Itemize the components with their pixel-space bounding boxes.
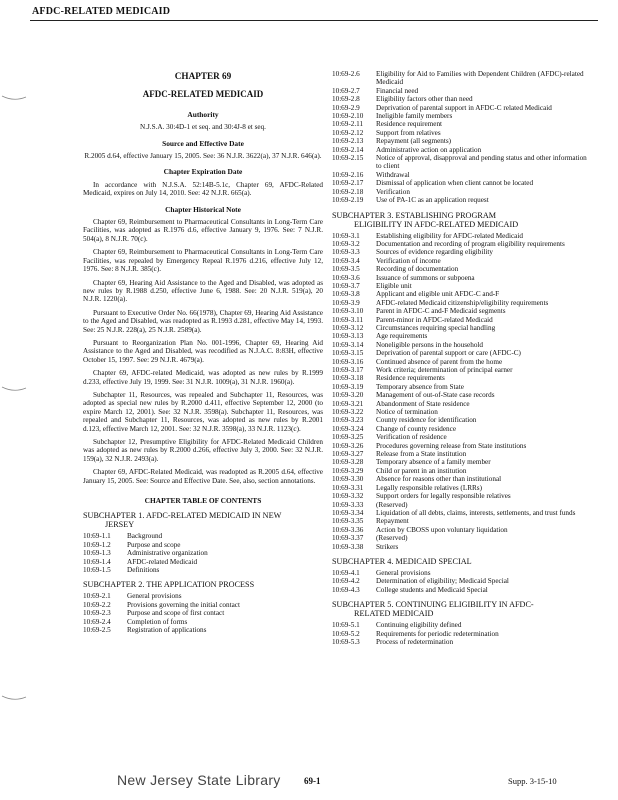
toc-entry-title: Requirements for periodic redetermination — [376, 629, 499, 638]
toc-entry — [332, 341, 594, 349]
source-text: R.2005 d.64, effective January 15, 2005. See: 36 N.J.R. 3622(a), 37 N.J.R. 646(a). — [84, 152, 322, 161]
toc-entry-number: 10:69-3.11 — [332, 315, 364, 324]
margin-mark — [0, 92, 30, 104]
toc-entry — [332, 104, 594, 112]
toc-entry — [332, 332, 594, 340]
toc-entry — [332, 120, 594, 128]
supplement-date: Supp. 3-15-10 — [508, 776, 557, 786]
toc-entry-title: Use of PA-1C as an application request — [376, 196, 489, 205]
toc-entry-title: Liquidation of all debts, claims, interests, settlements, and trust funds — [376, 508, 576, 517]
toc-entry-title: Financial need — [376, 86, 419, 95]
toc-entry-title: Management of out-of-State case records — [376, 391, 495, 400]
toc-entry-title: Strikers — [376, 542, 399, 551]
toc-entry-title: Notice of approval, disapproval and pending status and other information to client — [376, 154, 587, 171]
toc-entry — [332, 87, 594, 95]
toc-entry-title: Issuance of summons or subpoena — [376, 273, 475, 282]
toc-entry-title: AFDC-related Medicaid — [127, 557, 198, 566]
toc-entry-title: General provisions — [376, 568, 431, 577]
toc-entry — [332, 509, 594, 517]
toc-entry — [332, 257, 594, 265]
toc-entry-title: Background — [127, 532, 163, 541]
toc-entry — [332, 232, 594, 240]
toc-entry-title: Provisions governing the initial contact — [127, 600, 240, 609]
toc-entry-number: 10:69-3.28 — [332, 458, 364, 467]
toc-heading: CHAPTER TABLE OF CONTENTS — [144, 496, 262, 506]
toc-entry-number: 10:69-3.27 — [332, 450, 364, 459]
toc-entry-number: 10:69-2.4 — [83, 617, 111, 626]
history-paragraph: Pursuant to Executive Order No. 66(1978), Chapter 69, Hearing Aid Assistance to the Aged and Disabled, was readopted as R.1993 d.281, effective May 14, 1993. See: 25 N.J.R. 228(a), 25 N.J.R. 2589(a). — [83, 308, 323, 334]
toc-entry-number: 10:69-5.3 — [332, 637, 360, 646]
history-paragraph: Chapter 69, Reimbursement to Pharmaceutical Consultants in Long-Term Care Facilities, was adopted as R.1976 d.6, effective January 9, 1976. See: 7 N.J.R. 504(a), 8 N.J.R. 70(c). — [83, 218, 323, 243]
toc-entry-number: 10:69-3.4 — [332, 256, 360, 265]
toc-entry-number: 10:69-3.2 — [332, 239, 360, 248]
toc-entry-number: 10:69-3.18 — [332, 374, 364, 383]
subchapter-4-title — [332, 557, 594, 566]
toc-entry — [332, 307, 594, 315]
toc-entry-title: (Reserved) — [376, 534, 408, 543]
toc-entry-title: Continued absence of parent from the home — [376, 357, 503, 366]
toc-entry — [83, 566, 323, 574]
toc-entry-number: 10:69-3.1 — [332, 231, 360, 240]
toc-entry-number: 10:69-3.10 — [332, 307, 364, 316]
toc-entry-number: 10:69-2.17 — [332, 179, 364, 188]
history-paragraph: Chapter 69, AFDC-Related Medicaid, was readopted as R.2005 d.64, effective January 15, 2005. See: Source and Effective Date. See, also, section annotations. — [83, 468, 323, 485]
toc-entry — [332, 274, 594, 282]
history-paragraph: Subchapter 11, Resources, was repealed and Subchapter 11, Resources, was adopted as special new rules by R.2000 d.411, effective September 12, 2000 (to expire March 12, 2001). See: 32 N.J.R. 3598(a). Subchapter 11, Resources, was repealed and Subchapter 11, Resources, was adopted as new rules by R.2001 d.123, effective March 12, 2001. See: 32 N.J.R. 3598(a), 33 N.J.R. 1123(c). — [83, 390, 323, 433]
toc-entry-number: 10:69-3.21 — [332, 399, 364, 408]
toc-entry-title: (Reserved) — [376, 500, 408, 509]
toc-entry — [332, 383, 594, 391]
toc-entry-title: Action by CBOSS upon voluntary liquidation — [376, 525, 508, 534]
toc-entry-title: County residence for identification — [376, 416, 477, 425]
toc-entry-number: 10:69-2.10 — [332, 112, 364, 121]
toc-entry-number: 10:69-3.9 — [332, 298, 360, 307]
toc-entry-number: 10:69-1.5 — [83, 566, 111, 575]
toc-entry — [332, 586, 594, 594]
toc-entry-title: General provisions — [127, 592, 182, 601]
toc-entry-number: 10:69-2.6 — [332, 70, 360, 78]
toc-entry-number: 10:69-1.3 — [83, 549, 111, 558]
toc-entry-title: Residence requirements — [376, 374, 445, 383]
toc-entry-title: College students and Medicaid Special — [376, 585, 488, 594]
toc-entry-title: Circumstances requiring special handling — [376, 323, 496, 332]
toc-entry — [332, 391, 594, 399]
toc-entry — [332, 95, 594, 103]
toc-entry-title: Administrative organization — [127, 549, 208, 558]
subchapter-5-title — [332, 600, 594, 618]
library-watermark: New Jersey State Library — [117, 772, 281, 788]
toc-entry-title: Verification of income — [376, 256, 441, 265]
toc-entry-title: Eligibility for Aid to Families with Dependent Children (AFDC)-related Medicaid — [376, 70, 584, 87]
toc-entry-number: 10:69-2.13 — [332, 137, 364, 146]
toc-entry-title: Determination of eligibility; Medicaid Special — [376, 577, 509, 586]
subchapter-title-cont: ELIGIBILITY IN AFDC-RELATED MEDICAID — [354, 219, 519, 229]
toc-entry — [83, 618, 323, 626]
toc-entry-number: 10:69-2.16 — [332, 170, 364, 179]
toc-entry — [332, 154, 594, 171]
toc-entry — [332, 638, 594, 646]
margin-mark — [0, 692, 30, 704]
toc-entry-number: 10:69-3.23 — [332, 416, 364, 425]
toc-entry-title: Establishing eligibility for AFDC-related Medicaid — [376, 231, 523, 240]
toc-entry-number: 10:69-3.26 — [332, 441, 364, 450]
toc-entry-number: 10:69-3.16 — [332, 357, 364, 366]
page-number: 69-1 — [304, 776, 321, 786]
toc-entry-number: 10:69-2.15 — [332, 154, 364, 163]
toc-entry — [332, 374, 594, 382]
toc-entry-title: Child or parent in an institution — [376, 466, 467, 475]
toc-entry-title: Definitions — [127, 566, 160, 575]
history-paragraph: Subchapter 12, Presumptive Eligibility for AFDC-Related Medicaid Children was adopted as new rules by R.2000 d.266, effective July 3, 2000. See: 32 N.J.R. 159(a), 32 N.J.R. 2493(a). — [83, 438, 323, 463]
toc-entry-title: Work criteria; determination of principal earner — [376, 366, 513, 374]
toc-entry-title: Eligible unit — [376, 281, 412, 290]
toc-entry-number: 10:69-3.32 — [332, 492, 364, 501]
toc-entry — [332, 458, 594, 466]
subchapter-title-text: SUBCHAPTER 3. ESTABLISHING PROGRAM — [332, 210, 497, 220]
toc-entry — [83, 541, 323, 549]
chapter-number: CHAPTER 69 — [174, 71, 232, 81]
toc-entry-title: Support orders for legally responsible relatives — [376, 492, 511, 501]
toc-entry-number: 10:69-2.7 — [332, 86, 360, 95]
history-paragraph: Chapter 69, Hearing Aid Assistance to the Aged and Disabled, was adopted as new rules by R.1988 d.250, effective June 6, 1988. See: 20 N.J.R. 519(a), 20 N.J.R. 1220(a). — [83, 278, 323, 304]
toc-entry-number: 10:69-1.2 — [83, 540, 111, 549]
toc-entry-number: 10:69-3.5 — [332, 265, 360, 274]
toc-entry-number: 10:69-4.3 — [332, 585, 360, 594]
toc-entry-title: Documentation and recording of program eligibility requirements — [376, 239, 565, 248]
toc-entry-number: 10:69-2.9 — [332, 103, 360, 112]
toc-entry-title: Temporary absence from State — [376, 382, 464, 391]
toc-entry — [332, 290, 594, 298]
toc-entry-title: Age requirements — [376, 332, 428, 341]
toc-entry-number: 10:69-3.33 — [332, 500, 364, 509]
toc-entry-title: Registration of applications — [127, 626, 207, 635]
toc-entry-title: Administrative action on application — [376, 145, 482, 154]
subchapter-4-list — [332, 569, 594, 594]
toc-entry — [332, 484, 594, 492]
toc-entry — [332, 282, 594, 290]
toc-entry-title: Release from a State institution — [376, 450, 467, 459]
left-column — [83, 66, 323, 635]
toc-entry-number: 10:69-2.12 — [332, 128, 364, 137]
subchapter-1-title — [83, 511, 323, 529]
toc-entry-number: 10:69-3.19 — [332, 382, 364, 391]
toc-entry-number: 10:69-4.1 — [332, 568, 360, 577]
toc-entry-title: Continuing eligibility defined — [376, 621, 462, 630]
toc-entry — [332, 492, 594, 500]
toc-entry-number: 10:69-3.38 — [332, 542, 364, 551]
toc-entry-number: 10:69-2.5 — [83, 626, 111, 635]
toc-entry-title: Absence for reasons other than institutional — [376, 475, 502, 484]
toc-entry — [332, 324, 594, 332]
toc-entry-title: Applicant and eligible unit AFDC-C and-F — [376, 290, 500, 299]
toc-entry-title: Ineligible family members — [376, 112, 453, 121]
toc-entry-title: Temporary absence of a family member — [376, 458, 491, 467]
running-head: AFDC-RELATED MEDICAID — [32, 6, 171, 17]
toc-entry — [83, 609, 323, 617]
toc-entry-title: Purpose and scope of first contact — [127, 609, 225, 618]
history-heading: Chapter Historical Note — [165, 204, 241, 214]
toc-entry — [332, 146, 594, 154]
toc-entry-title: Completion of forms — [127, 617, 188, 626]
toc-entry-title: Sources of evidence regarding eligibility — [376, 248, 493, 257]
authority-text: N.J.S.A. 30:4D-1 et seq. and 30:4J-8 et seq. — [140, 123, 266, 132]
toc-entry-title: Support from relatives — [376, 128, 441, 137]
toc-entry-number: 10:69-2.3 — [83, 609, 111, 618]
header-rule — [30, 20, 598, 21]
toc-entry — [332, 543, 594, 551]
toc-entry-number: 10:69-3.14 — [332, 340, 364, 349]
toc-entry-number: 10:69-3.8 — [332, 290, 360, 299]
toc-entry-number: 10:69-3.3 — [332, 248, 360, 257]
subchapter-5-list — [332, 621, 594, 646]
toc-entry — [332, 70, 594, 87]
toc-entry — [332, 408, 594, 416]
toc-entry-number: 10:69-3.6 — [332, 273, 360, 282]
subchapter-3-title — [332, 211, 594, 229]
toc-entry-number: 10:69-2.19 — [332, 196, 364, 205]
subchapter-title-text: SUBCHAPTER 2. THE APPLICATION PROCESS — [83, 580, 255, 590]
toc-entry-title: Parent-minor in AFDC-related Medicaid — [376, 315, 493, 324]
toc-entry — [332, 358, 594, 366]
toc-entry-number: 10:69-3.35 — [332, 517, 364, 526]
subchapter-title-cont: RELATED MEDICAID — [354, 609, 434, 619]
toc-entry-number: 10:69-2.14 — [332, 145, 364, 154]
toc-entry-title: Process of redetermination — [376, 637, 454, 646]
chapter-title: AFDC-RELATED MEDICAID — [142, 89, 264, 100]
toc-entry-number: 10:69-3.20 — [332, 391, 364, 400]
toc-entry — [83, 601, 323, 609]
toc-entry-number: 10:69-3.29 — [332, 466, 364, 475]
toc-entry — [332, 534, 594, 542]
toc-entry-number: 10:69-3.31 — [332, 483, 364, 492]
toc-entry-title: AFDC-related Medicaid citizenship/eligibility requirements — [376, 298, 549, 307]
toc-entry-number: 10:69-3.25 — [332, 433, 364, 442]
toc-entry-title: Residence requirement — [376, 120, 443, 129]
toc-entry — [332, 501, 594, 509]
history-paragraph: Chapter 69, Reimbursement to Pharmaceutical Consultants in Long-Term Care Facilities, was repealed by Emergency Repeal R.1976 d.216, effective July 12, 1976. See: 8 N.J.R. 385(c). — [83, 248, 323, 274]
toc-entry — [332, 366, 594, 374]
subchapter-title-text: SUBCHAPTER 1. AFDC-RELATED MEDICAID IN NEW — [83, 511, 282, 521]
toc-entry — [332, 630, 594, 638]
toc-entry-title: Legally responsible relatives (LRRs) — [376, 483, 482, 492]
toc-entry-title: Deprivation of parental support or care (AFDC-C) — [376, 349, 521, 358]
subchapter-1-list — [83, 532, 323, 574]
toc-entry — [332, 442, 594, 450]
expiration-text: In accordance with N.J.S.A. 52:14B-5.1c, Chapter 69, AFDC-Related Medicaid, expires on July 14, 2010. See: 42 N.J.R. 665(a). — [83, 180, 323, 198]
toc-entry — [332, 129, 594, 137]
toc-entry-number: 10:69-2.11 — [332, 120, 364, 129]
toc-entry-number: 10:69-1.4 — [83, 557, 111, 566]
toc-entry-title: Purpose and scope — [127, 540, 181, 549]
toc-entry-number: 10:69-3.12 — [332, 323, 364, 332]
toc-entry — [332, 248, 594, 256]
right-column — [332, 70, 594, 646]
toc-entry — [83, 626, 323, 634]
toc-entry-number: 10:69-3.15 — [332, 349, 364, 358]
toc-entry — [332, 349, 594, 357]
toc-entry-title: Dismissal of application when client cannot be located — [376, 179, 534, 188]
toc-entry-number: 10:69-3.24 — [332, 424, 364, 433]
toc-entry — [332, 400, 594, 408]
toc-entry-number: 10:69-2.18 — [332, 187, 364, 196]
toc-entry-number: 10:69-5.2 — [332, 629, 360, 638]
toc-entry — [332, 467, 594, 475]
toc-entry-title: Eligibility factors other than need — [376, 95, 473, 104]
authority-heading: Authority — [187, 109, 219, 119]
toc-entry-title: Withdrawal — [376, 170, 410, 179]
toc-entry-number: 10:69-3.22 — [332, 408, 364, 417]
history-paragraph: Pursuant to Reorganization Plan No. 001-1996, Chapter 69, Hearing Aid Assistance to the Aged and Disabled, was recodified as N.J.A.C. 8:83H, effective October 15, 1997. See: 29 N.J.R. 4679(a). — [83, 338, 323, 364]
toc-entry-number: 10:69-2.1 — [83, 592, 111, 601]
toc-entry — [332, 316, 594, 324]
toc-entry-number: 10:69-3.17 — [332, 366, 364, 374]
toc-entry-number: 10:69-3.7 — [332, 281, 360, 290]
subchapter-2-list-a — [83, 592, 323, 634]
toc-entry — [332, 171, 594, 179]
toc-entry — [83, 558, 323, 566]
subchapter-3-list — [332, 232, 594, 551]
toc-entry-title: Verification of residence — [376, 433, 447, 442]
toc-entry-title: Deprivation of parental support in AFDC-C related Medicaid — [376, 103, 552, 112]
toc-entry — [332, 569, 594, 577]
toc-entry-title: Repayment (all segments) — [376, 137, 452, 146]
toc-entry — [83, 532, 323, 540]
subchapter-title-cont: JERSEY — [105, 520, 135, 530]
toc-entry-number: 10:69-3.13 — [332, 332, 364, 341]
toc-entry-title: Abandonment of State residence — [376, 399, 470, 408]
margin-mark — [0, 383, 30, 395]
toc-entry-title: Repayment — [376, 517, 409, 526]
toc-entry — [332, 621, 594, 629]
toc-entry — [332, 450, 594, 458]
toc-entry — [332, 526, 594, 534]
toc-entry-title: Noneligible persons in the household — [376, 340, 483, 349]
toc-entry — [332, 188, 594, 196]
toc-entry-number: 10:69-5.1 — [332, 621, 360, 630]
toc-entry-number: 10:69-2.8 — [332, 95, 360, 104]
toc-entry-title: Verification — [376, 187, 410, 196]
toc-entry — [332, 425, 594, 433]
toc-entry — [332, 112, 594, 120]
toc-entry-number: 10:69-1.1 — [83, 532, 111, 541]
toc-entry — [332, 577, 594, 585]
toc-entry — [332, 179, 594, 187]
toc-entry-title: Recording of documentation — [376, 265, 459, 274]
toc-entry-number: 10:69-3.30 — [332, 475, 364, 484]
toc-entry-title: Parent in AFDC-C and-F Medicaid segments — [376, 307, 506, 316]
toc-entry-title: Change of county residence — [376, 424, 457, 433]
toc-entry — [332, 517, 594, 525]
subchapter-title-text: SUBCHAPTER 4. MEDICAID SPECIAL — [332, 556, 472, 566]
toc-entry — [83, 549, 323, 557]
toc-entry — [332, 196, 594, 204]
toc-entry — [332, 475, 594, 483]
toc-entry — [332, 299, 594, 307]
toc-entry — [332, 265, 594, 273]
toc-entry-title: Notice of termination — [376, 408, 438, 417]
history-paragraph: Chapter 69, AFDC-related Medicaid, was adopted as new rules by R.1999 d.233, effective July 19, 1999. See: 31 N.J.R. 1009(a), 31 N.J.R. 1960(a). — [83, 369, 323, 386]
toc-entry — [332, 416, 594, 424]
toc-entry-number: 10:69-3.34 — [332, 508, 364, 517]
toc-entry-number: 10:69-4.2 — [332, 577, 360, 586]
toc-entry-number: 10:69-3.37 — [332, 534, 364, 543]
toc-entry — [332, 137, 594, 145]
toc-entry-number: 10:69-3.36 — [332, 525, 364, 534]
toc-entry — [332, 433, 594, 441]
toc-entry — [83, 592, 323, 600]
subchapter-title-text: SUBCHAPTER 5. CONTINUING ELIGIBILITY IN AFDC- — [332, 600, 534, 610]
toc-entry-title: Procedures governing release from State institutions — [376, 441, 527, 450]
subchapter-2-list-b — [332, 70, 594, 205]
subchapter-2-title — [83, 580, 323, 589]
source-heading: Source and Effective Date — [162, 138, 244, 148]
toc-entry-number: 10:69-2.2 — [83, 600, 111, 609]
toc-entry — [332, 240, 594, 248]
expiration-heading: Chapter Expiration Date — [163, 167, 243, 177]
